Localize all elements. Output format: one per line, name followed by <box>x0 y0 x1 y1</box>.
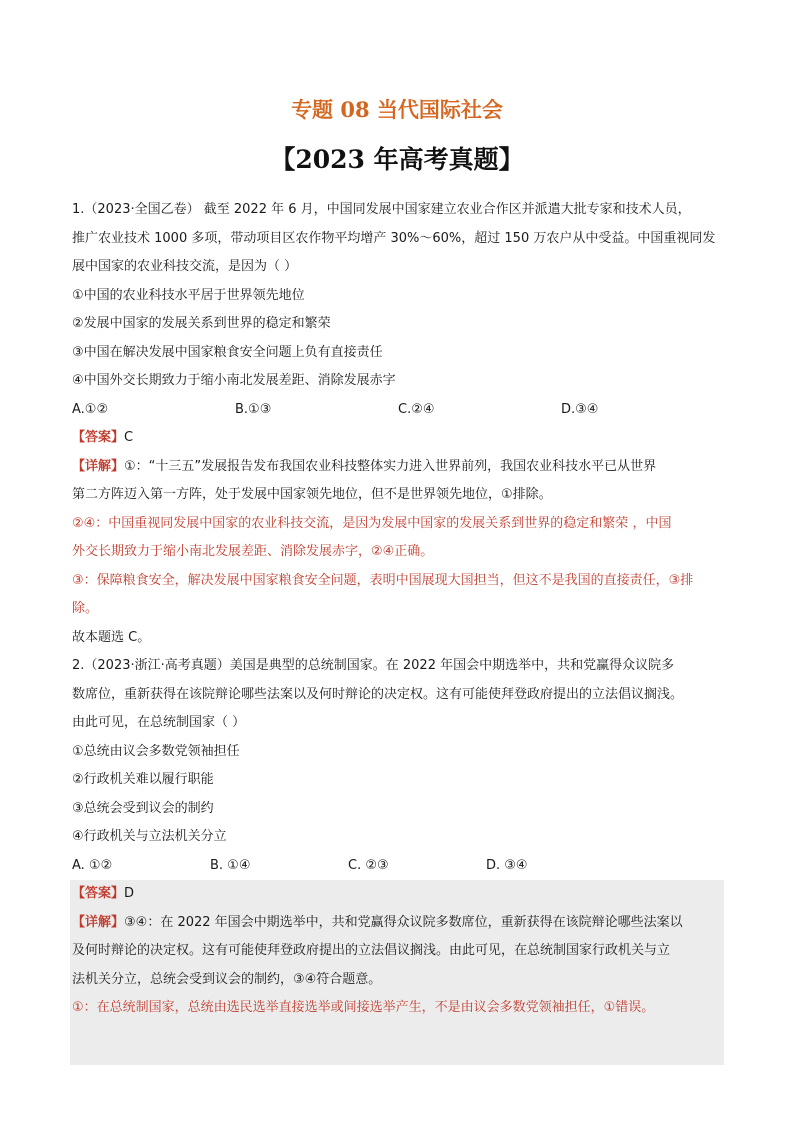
q1-detail-red-line: 外交长期致力于缩小南北发展差距、消除发展赤字，②④正确。 <box>72 544 434 559</box>
q2-item: ②行政机关难以履行职能 <box>72 772 214 787</box>
q2-answer <box>72 880 724 909</box>
q2-detail-line: 法机关分立，总统会受到议会的制约，③④符合题意。 <box>72 971 382 987</box>
detail-label: 【详解】 <box>72 914 125 930</box>
q1-option-b: B.①③ <box>235 401 272 417</box>
q1-option-a: A.①② <box>72 401 109 417</box>
q2-item: ③总统会受到议会的制约 <box>72 800 214 816</box>
q1-conclusion: 故本题选 C。 <box>72 629 151 645</box>
q1-options <box>72 396 724 425</box>
page-title: 【2023 年高考真题】 <box>270 145 524 174</box>
answer-label: 【答案】 <box>72 886 125 901</box>
q2-detail-text: ③④：在 2022 年国会中期选举中，共和党赢得众议院多数席位，重新获得在该院辩论哪些法案以 <box>124 914 683 930</box>
q2-stem-line: 由此可见，在总统制国家（ ） <box>72 715 246 730</box>
shaded-block-end <box>70 1023 724 1065</box>
q1-detail <box>72 453 724 482</box>
q1-item: ②发展中国家的发展关系到世界的稳定和繁荣 <box>72 316 331 331</box>
q1-answer-value: C <box>124 430 134 445</box>
q2-detail-line: 及何时辩论的决定权。这有可能使拜登政府提出的立法倡议搁浅。由此可见，在总统制国家行政机关与立 <box>72 943 671 958</box>
q1-detail-red-line: ③：保障粮食安全，解决发展中国家粮食安全问题，表明中国展现大国担当，但这不是我国的直接责任，③排 <box>72 572 694 588</box>
q1-stem-line: 1.（2023·全国乙卷） 截至 2022 年 6 月，中国同发展中国家建立农业合作区并派遣大批专家和技术人员， <box>72 202 691 217</box>
q2-stem-line: 数席位，重新获得在该院辩论哪些法案以及何时辩论的决定权。这有可能使拜登政府提出的立法倡议搁浅。 <box>72 686 684 702</box>
detail-label: 【详解】 <box>72 458 125 474</box>
q1-detail-red-line: ②④：中国重视同发展中国家的农业科技交流，是因为发展中国家的发展关系到世界的稳定和繁荣 ，中国 <box>72 515 672 531</box>
question-1 <box>72 196 724 652</box>
q2-detail <box>72 909 724 938</box>
q2-answer-block <box>70 880 724 1023</box>
q1-item: ①中国的农业科技水平居于世界领先地位 <box>72 287 305 303</box>
question-content <box>72 196 724 1065</box>
question-2 <box>72 652 724 1065</box>
q2-option-b: B. ①④ <box>210 857 251 873</box>
q1-option-d: D.③④ <box>561 401 599 417</box>
q2-answer-value: D <box>124 886 135 901</box>
q1-item: ④中国外交长期致力于缩小南北发展差距、消除发展赤字 <box>72 373 396 388</box>
q1-detail-red-line: 除。 <box>72 601 99 616</box>
q2-option-c: C. ②③ <box>348 857 389 873</box>
q1-stem-line: 展中国家的农业科技交流，是因为（ ） <box>72 259 298 274</box>
q1-stem-line: 推广农业技术 1000 多项，带动项目区农作物平均增产 30%～60%，超过 150 万农户从中受益。中国重视同发 <box>72 230 716 246</box>
q2-item: ④行政机关与立法机关分立 <box>72 829 227 844</box>
q1-detail-text: ①：“十三五”发展报告发布我国农业科技整体实力进入世界前列，我国农业科技水平已从世界 <box>124 458 657 474</box>
answer-label: 【答案】 <box>72 430 125 445</box>
q1-answer <box>72 424 724 453</box>
q1-item: ③中国在解决发展中国家粮食安全问题上负有直接责任 <box>72 344 383 360</box>
q2-item: ①总统由议会多数党领袖担任 <box>72 743 240 759</box>
q1-detail-line: 第二方阵迈入第一方阵，处于发展中国家领先地位，但不是世界领先地位，①排除。 <box>72 487 552 502</box>
q2-options <box>72 852 724 881</box>
q2-option-d: D. ③④ <box>486 857 528 873</box>
q2-detail-red-line: ①：在总统制国家，总统由选民选举直接选举或间接选举产生，不是由议会多数党领袖担任，①错误。 <box>72 1000 655 1015</box>
q2-option-a: A. ①② <box>72 857 113 873</box>
q2-stem-line: 2.（2023·浙江·高考真题）美国是典型的总统制国家。在 2022 年国会中期选举中，共和党赢得众议院多 <box>72 658 675 673</box>
q1-option-c: C.②④ <box>398 401 435 417</box>
topic-subtitle: 专题 08 当代国际社会 <box>291 97 503 122</box>
